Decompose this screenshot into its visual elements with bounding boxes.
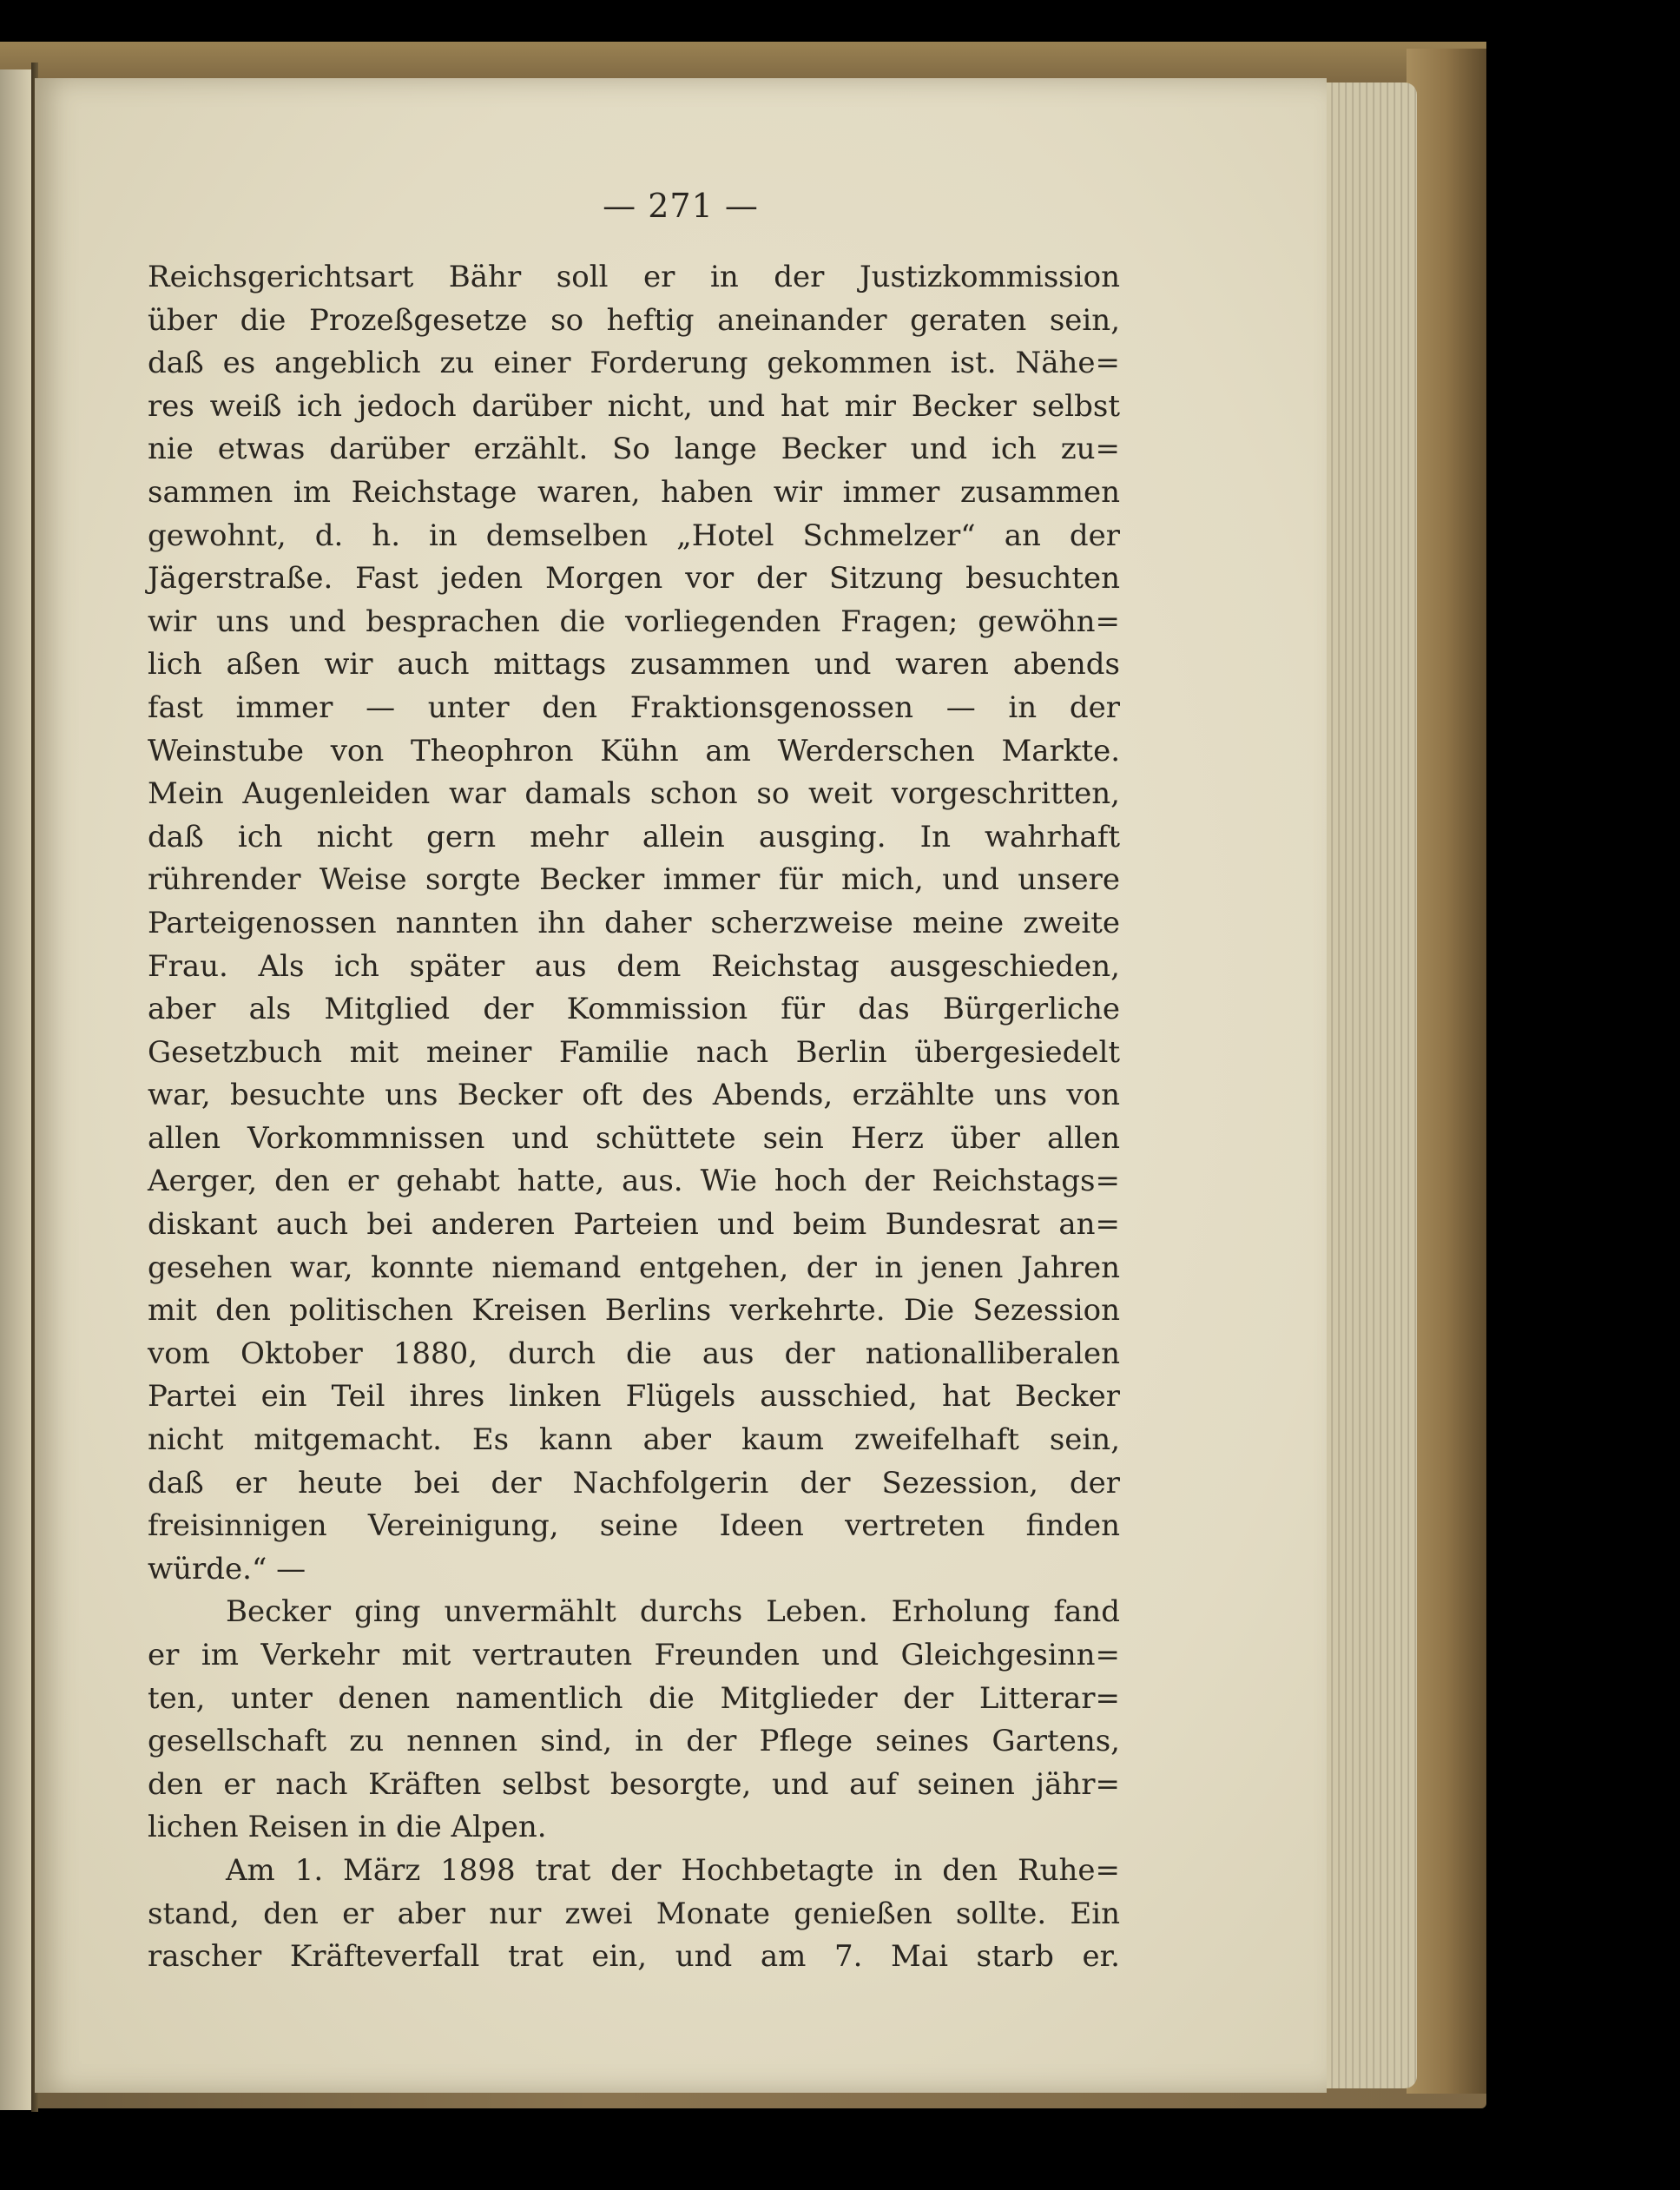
text-line: freisinnigen Vereinigung, seine Ideen vertreten finden xyxy=(148,1508,1120,1544)
text-line: diskant auch bei anderen Parteien und beim Bundesrat an= xyxy=(148,1207,1120,1243)
text-line: gesellschaft zu nennen sind, in der Pflege seines Gartens, xyxy=(148,1724,1120,1759)
cover-right-edge xyxy=(1407,49,1486,2094)
text-line: würde.“ — xyxy=(148,1551,306,1586)
text-line: mit den politischen Kreisen Berlins verkehrte. Die Sezession xyxy=(148,1293,1120,1329)
body-text xyxy=(148,256,1120,1979)
text-line: Partei ein Teil ihres linken Flügels ausschied, hat Becker xyxy=(148,1379,1120,1415)
text-line: er im Verkehr mit vertrauten Freunden und Gleichgesinn= xyxy=(148,1638,1120,1672)
text-line: war, besuchte uns Becker oft des Abends, erzählte uns von xyxy=(148,1078,1120,1113)
text-line: Jägerstraße. Fast jeden Morgen vor der Sitzung besuchten xyxy=(148,561,1120,597)
text-line: stand, den er aber nur zwei Monate genießen sollte. Ein xyxy=(148,1896,1120,1931)
text-line: Weinstube von Theophron Kühn am Werderschen Markte. xyxy=(148,733,1120,768)
text-line: nie etwas darüber erzählt. So lange Becker und ich zu= xyxy=(148,432,1120,467)
text-line: Aerger, den er gehabt hatte, aus. Wie hoch der Reichstags= xyxy=(148,1164,1120,1199)
text-line: lich aßen wir auch mittags zusammen und waren abends xyxy=(148,647,1120,683)
text-line: vom Oktober 1880, durch die aus der nationalliberalen xyxy=(148,1336,1120,1371)
text-line: Parteigenossen nannten ihn daher scherzweise meine zweite xyxy=(148,905,1120,940)
text-line: fast immer — unter den Fraktionsgenossen — in der xyxy=(148,689,1120,725)
text-line: rascher Kräfteverfall trat ein, und am 7. Mai starb er. xyxy=(148,1939,1120,1975)
text-line: sammen im Reichstage waren, haben wir immer zusammen xyxy=(148,474,1120,510)
text-line: gewohnt, d. h. in demselben „Hotel Schmelzer“ an der xyxy=(148,518,1120,553)
text-line: lichen Reisen in die Alpen. xyxy=(148,1810,547,1845)
text-line: wir uns und besprachen die vorliegenden Fragen; gewöhn= xyxy=(148,604,1120,639)
text-line: Am 1. März 1898 trat der Hochbetagte in den Ruhe= xyxy=(226,1852,1120,1888)
text-line: allen Vorkommnissen und schüttete sein Herz über allen xyxy=(148,1120,1120,1156)
page-number: — 271 — xyxy=(603,187,759,225)
text-line: ten, unter denen namentlich die Mitglieder der Litterar= xyxy=(148,1680,1120,1716)
text-line: daß ich nicht gern mehr allein ausging. In wahrhaft xyxy=(148,819,1120,854)
page-edges xyxy=(1320,82,1417,2088)
text-line: Mein Augenleiden war damals schon so weit vorgeschritten, xyxy=(148,776,1120,812)
text-line: über die Prozeßgesetze so heftig aneinander geraten sein, xyxy=(148,302,1120,338)
text-line: nicht mitgemacht. Es kann aber kaum zweifelhaft sein, xyxy=(148,1422,1120,1458)
text-line: Becker ging unvermählt durchs Leben. Erholung fand xyxy=(226,1594,1120,1630)
left-page-edge xyxy=(0,69,31,2110)
text-line: Reichsgerichtsart Bähr soll er in der Justizkommission xyxy=(148,260,1120,294)
text-line: aber als Mitglied der Kommission für das Bürgerliche xyxy=(148,992,1120,1027)
text-line: den er nach Kräften selbst besorgte, und auf seinen jähr= xyxy=(148,1766,1120,1802)
text-line: gesehen war, konnte niemand entgehen, der in jenen Jahren xyxy=(148,1250,1120,1285)
book-page xyxy=(35,78,1327,2093)
text-line: daß er heute bei der Nachfolgerin der Sezession, der xyxy=(148,1465,1120,1501)
text-line: rührender Weise sorgte Becker immer für mich, und unsere xyxy=(148,862,1120,898)
text-line: daß es angeblich zu einer Forderung gekommen ist. Nähe= xyxy=(148,346,1120,381)
text-line: res weiß ich jedoch darüber nicht, und hat mir Becker selbst xyxy=(148,388,1120,424)
text-line: Frau. Als ich später aus dem Reichstag ausgeschieden, xyxy=(148,948,1120,984)
text-line: Gesetzbuch mit meiner Familie nach Berlin übergesiedelt xyxy=(148,1034,1120,1070)
